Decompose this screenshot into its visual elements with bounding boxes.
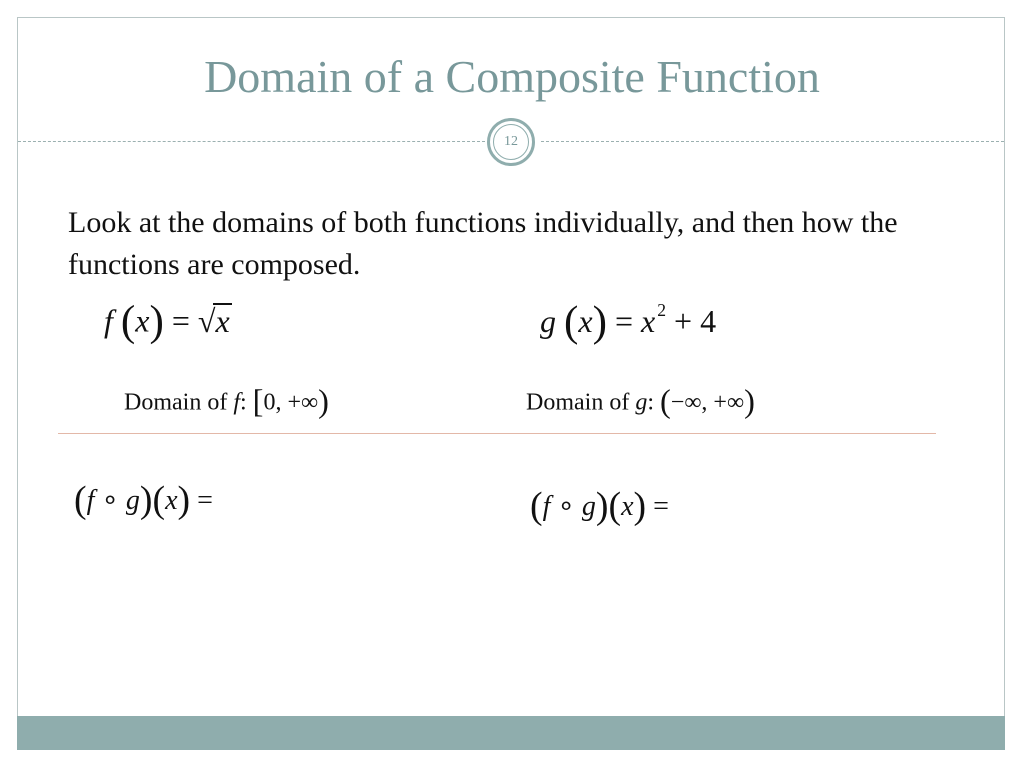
section-separator xyxy=(58,433,936,434)
composition-left: (f ∘ g)(x) = xyxy=(74,479,213,521)
f-definition: f (x) = √x xyxy=(104,298,230,345)
g-equals: = xyxy=(614,302,634,339)
body-text: Look at the domains of both functions individually, and then how the functions are composed. xyxy=(68,206,898,281)
domain-f-label: Domain of xyxy=(124,389,228,416)
domain-f: Domain of f: [0, +∞) xyxy=(124,384,329,420)
f-rhs-var: x xyxy=(215,302,230,339)
domain-g-fn: g xyxy=(635,389,648,416)
g-rhs-base: x xyxy=(641,302,656,339)
title-divider-left xyxy=(18,141,485,142)
g-rhs-exponent: 2 xyxy=(657,300,667,320)
domain-f-fn: f xyxy=(233,389,240,416)
domain-g-interval: −∞, +∞ xyxy=(670,389,745,416)
f-var: x xyxy=(135,302,150,339)
domain-f-interval: 0, +∞ xyxy=(263,389,319,416)
f-equals: = xyxy=(171,302,190,339)
g-name: g xyxy=(540,302,556,339)
compose-operator: ∘ xyxy=(101,484,119,516)
g-definition: g (x) = x $^2$ + 4 xyxy=(540,298,717,346)
domain-g: Domain of g: (−∞, +∞) xyxy=(526,384,755,420)
compose-operator: ∘ xyxy=(557,490,575,522)
g-rhs-rest: + 4 xyxy=(674,302,717,339)
g-var: x xyxy=(578,302,593,339)
f-name: f xyxy=(104,302,113,339)
slide-title: Domain of a Composite Function xyxy=(204,51,820,102)
composition-right: (f ∘ g)(x) = xyxy=(530,485,669,527)
title-divider-right xyxy=(541,141,1004,142)
footer-band xyxy=(17,716,1005,750)
sqrt-symbol: √x xyxy=(197,302,230,339)
page-number: 12 xyxy=(493,124,529,160)
domain-g-label: Domain of xyxy=(526,389,630,416)
page-number-badge xyxy=(487,118,535,166)
